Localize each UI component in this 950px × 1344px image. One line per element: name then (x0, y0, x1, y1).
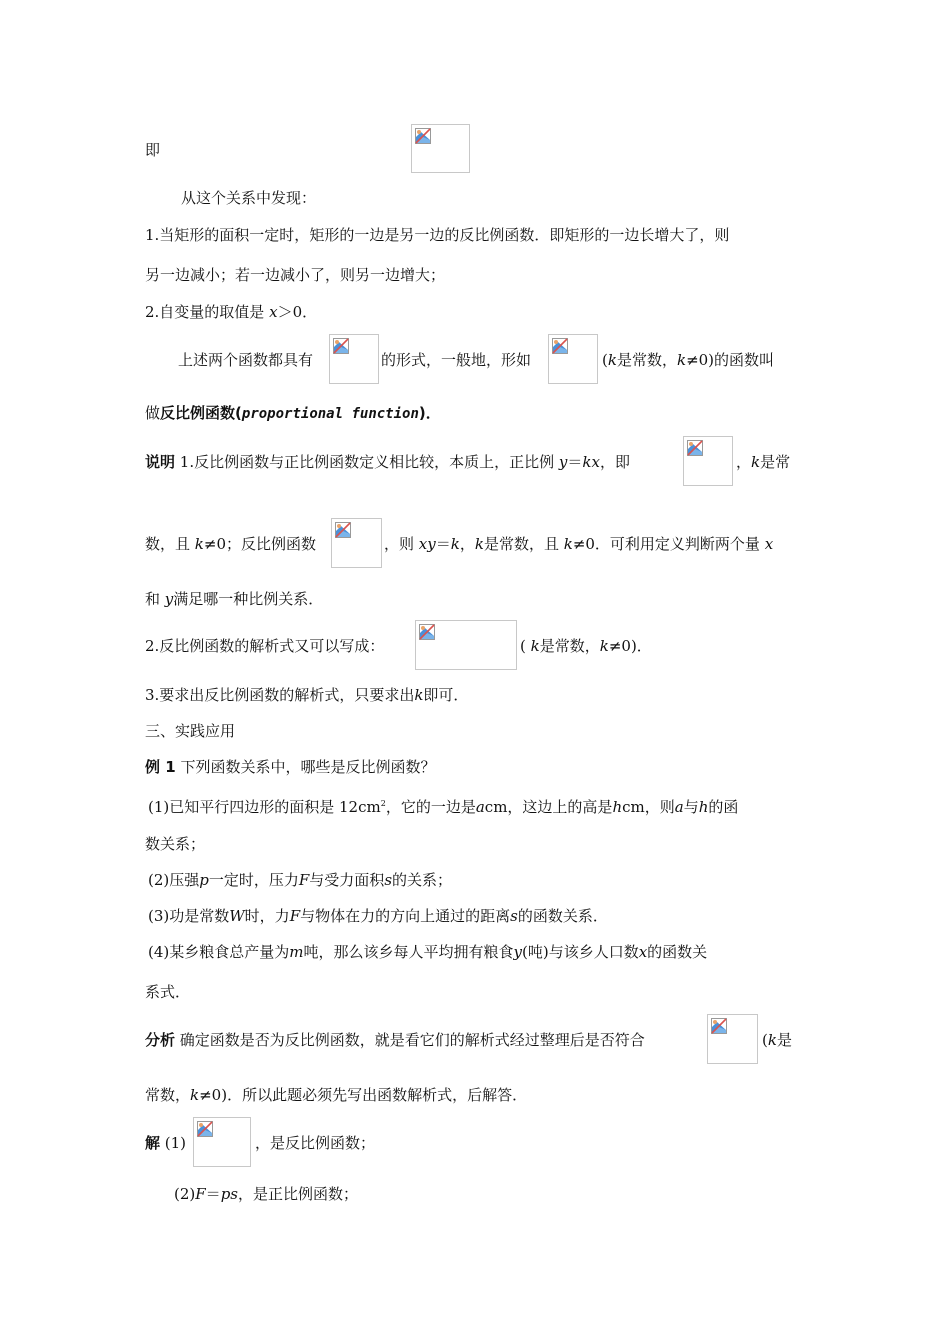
text: ＝ (567, 453, 583, 471)
var: k (190, 1086, 200, 1104)
var: y (558, 453, 568, 471)
text: ， (736, 453, 752, 471)
text: (2)压强 (148, 871, 200, 889)
text: (3)功是常数 (148, 907, 230, 925)
text: ， (459, 535, 475, 553)
formula-image (411, 124, 470, 173)
text-line (762, 1030, 792, 1050)
text: ，它的一边是 (385, 798, 476, 816)
text-line (145, 757, 435, 777)
text: 的函 (708, 798, 739, 816)
text: 系式． (145, 983, 191, 1001)
text: 数，且 (145, 535, 195, 553)
term-en: proportional function (241, 406, 419, 422)
label: 说明 (145, 453, 176, 471)
text-line (145, 452, 630, 472)
section-heading (145, 721, 235, 741)
text: ≠0)．所以此题必须先写出函数解析式，后解答． (199, 1086, 528, 1104)
var: ps (220, 1185, 238, 1203)
text-line (145, 834, 205, 854)
text-line (145, 403, 441, 424)
text: 与 (683, 798, 699, 816)
text: (1)已知平行四边形的面积是 12cm (148, 798, 381, 816)
var: xy (418, 535, 436, 553)
var: h (698, 798, 709, 816)
text-line (602, 350, 774, 370)
text: 从这个关系中发现： (181, 189, 317, 207)
var: a (475, 798, 485, 816)
text: 常数， (145, 1086, 191, 1104)
text: 另一边减小；若一边减小了，则另一边增大； (145, 266, 446, 284)
text: 数关系； (145, 835, 206, 853)
text: 1.反比例函数与正比例函数定义相比较，本质上，正比例 (175, 453, 559, 471)
var: k (450, 535, 460, 553)
text: 即 (145, 141, 161, 159)
text: ＝ (205, 1185, 221, 1203)
text-line (736, 452, 790, 472)
var: k (414, 686, 424, 704)
text: (1) (160, 1134, 187, 1152)
var: p (199, 871, 209, 889)
text: ≠0．可利用定义判断两个量 (572, 535, 765, 553)
text: 是 (776, 1031, 792, 1049)
text-line (255, 1133, 375, 1153)
text: 的函数关系． (517, 907, 608, 925)
text: 是常数， (616, 351, 677, 369)
text: 3.要求出反比例函数的解析式，只要求出 (145, 686, 415, 704)
text: 即可． (423, 686, 469, 704)
var: m (289, 943, 304, 961)
label: 解 (145, 1134, 161, 1152)
text-line (145, 636, 384, 656)
text-line (145, 534, 316, 554)
formula-image (683, 436, 733, 486)
var: y (164, 590, 174, 608)
text: 的函数关 (647, 943, 708, 961)
text-line (381, 350, 531, 370)
text-line (145, 265, 445, 285)
text: 和 (145, 590, 165, 608)
text-line (148, 906, 608, 926)
text-line (145, 982, 190, 1002)
text: cm，则 (622, 798, 675, 816)
text: 与物体在力的方向上通过的距离 (300, 907, 511, 925)
text: ≠0；反比例函数 (203, 535, 316, 553)
text: 吨，那么该乡每人平均拥有粮食 (303, 943, 514, 961)
text: 2.自变量的取值是 (145, 303, 270, 321)
text: ≠0)的函数叫 (686, 351, 775, 369)
text: 是常 (760, 453, 791, 471)
var: k (599, 637, 609, 655)
text: 下列函数关系中，哪些是反比例函数？ (175, 758, 436, 776)
text: )． (418, 404, 441, 422)
text: 与受力面积 (309, 871, 385, 889)
text-line (145, 1133, 186, 1153)
var: k (530, 637, 540, 655)
var: k (607, 351, 617, 369)
formula-image (331, 518, 382, 568)
text: ＞0． (277, 303, 318, 321)
text: (4)某乡粮食总产量为 (148, 943, 290, 961)
text: 三、实践应用 (145, 722, 236, 740)
var: x (269, 303, 278, 321)
var: h (612, 798, 623, 816)
text: ，则 (384, 535, 419, 553)
var: kx (582, 453, 600, 471)
text: 的形式，一般地，形如 (381, 351, 532, 369)
var: F (298, 871, 310, 889)
text-line (520, 636, 652, 656)
text-line (145, 225, 729, 245)
text: ( (235, 404, 242, 422)
var: k (767, 1031, 777, 1049)
formula-image (329, 334, 379, 384)
text-line (148, 794, 738, 817)
text: 是常数，且 (483, 535, 564, 553)
text: ＝ (435, 535, 451, 553)
text: 满足哪一种比例关系． (173, 590, 324, 608)
text: 2.反比例函数的解析式又可以写成： (145, 637, 385, 655)
text: ( (602, 351, 608, 369)
text-line (174, 1184, 358, 1204)
text-line (145, 1030, 645, 1050)
var: x (764, 535, 774, 553)
var: k (474, 535, 484, 553)
text: ，是正比例函数； (238, 1185, 359, 1203)
text: ( (520, 637, 531, 655)
text: ，是反比例函数； (255, 1134, 376, 1152)
text-line (145, 1085, 527, 1105)
var: y (513, 943, 522, 961)
label: 例 1 (145, 758, 176, 776)
term: 反比例函数 (160, 404, 236, 422)
text-line (148, 942, 707, 962)
formula-image (193, 1117, 251, 1167)
var: F (195, 1185, 206, 1203)
text-line (178, 350, 313, 370)
text: ，即 (599, 453, 630, 471)
text: ≠0)． (608, 637, 652, 655)
var: x (638, 943, 648, 961)
text: 做 (145, 404, 161, 422)
text-line (145, 589, 323, 609)
text: ( (762, 1031, 768, 1049)
text: 确定函数是否为反比例函数，就是看它们的解析式经过整理后是否符合 (175, 1031, 645, 1049)
formula-image (415, 620, 517, 670)
text: 的关系； (392, 871, 453, 889)
var: W (229, 907, 245, 925)
var: a (674, 798, 684, 816)
var: s (510, 907, 518, 925)
text-line (148, 870, 452, 890)
var: k (563, 535, 573, 553)
text-line (181, 188, 316, 208)
text: (2) (174, 1185, 196, 1203)
text: 是常数， (539, 637, 600, 655)
text: cm，这边上的高是 (484, 798, 613, 816)
text: (吨)与该乡人口数 (521, 943, 639, 961)
text-line (145, 140, 160, 160)
var: k (194, 535, 204, 553)
var: s (384, 871, 393, 889)
label: 分析 (145, 1031, 176, 1049)
text-line (145, 685, 468, 705)
var: k (751, 453, 761, 471)
text: 1.当矩形的面积一定时，矩形的一边是另一边的反比例函数．即矩形的一边长增大了，则 (145, 226, 730, 244)
var: k (676, 351, 687, 369)
text-line (145, 302, 317, 322)
superscript: 2 (380, 799, 386, 808)
var: F (289, 907, 301, 925)
text: 时，力 (244, 907, 290, 925)
text-line (384, 534, 773, 554)
formula-image (707, 1014, 758, 1064)
text: 一定时，压力 (208, 871, 299, 889)
text: 上述两个函数都具有 (178, 351, 314, 369)
formula-image (548, 334, 598, 384)
